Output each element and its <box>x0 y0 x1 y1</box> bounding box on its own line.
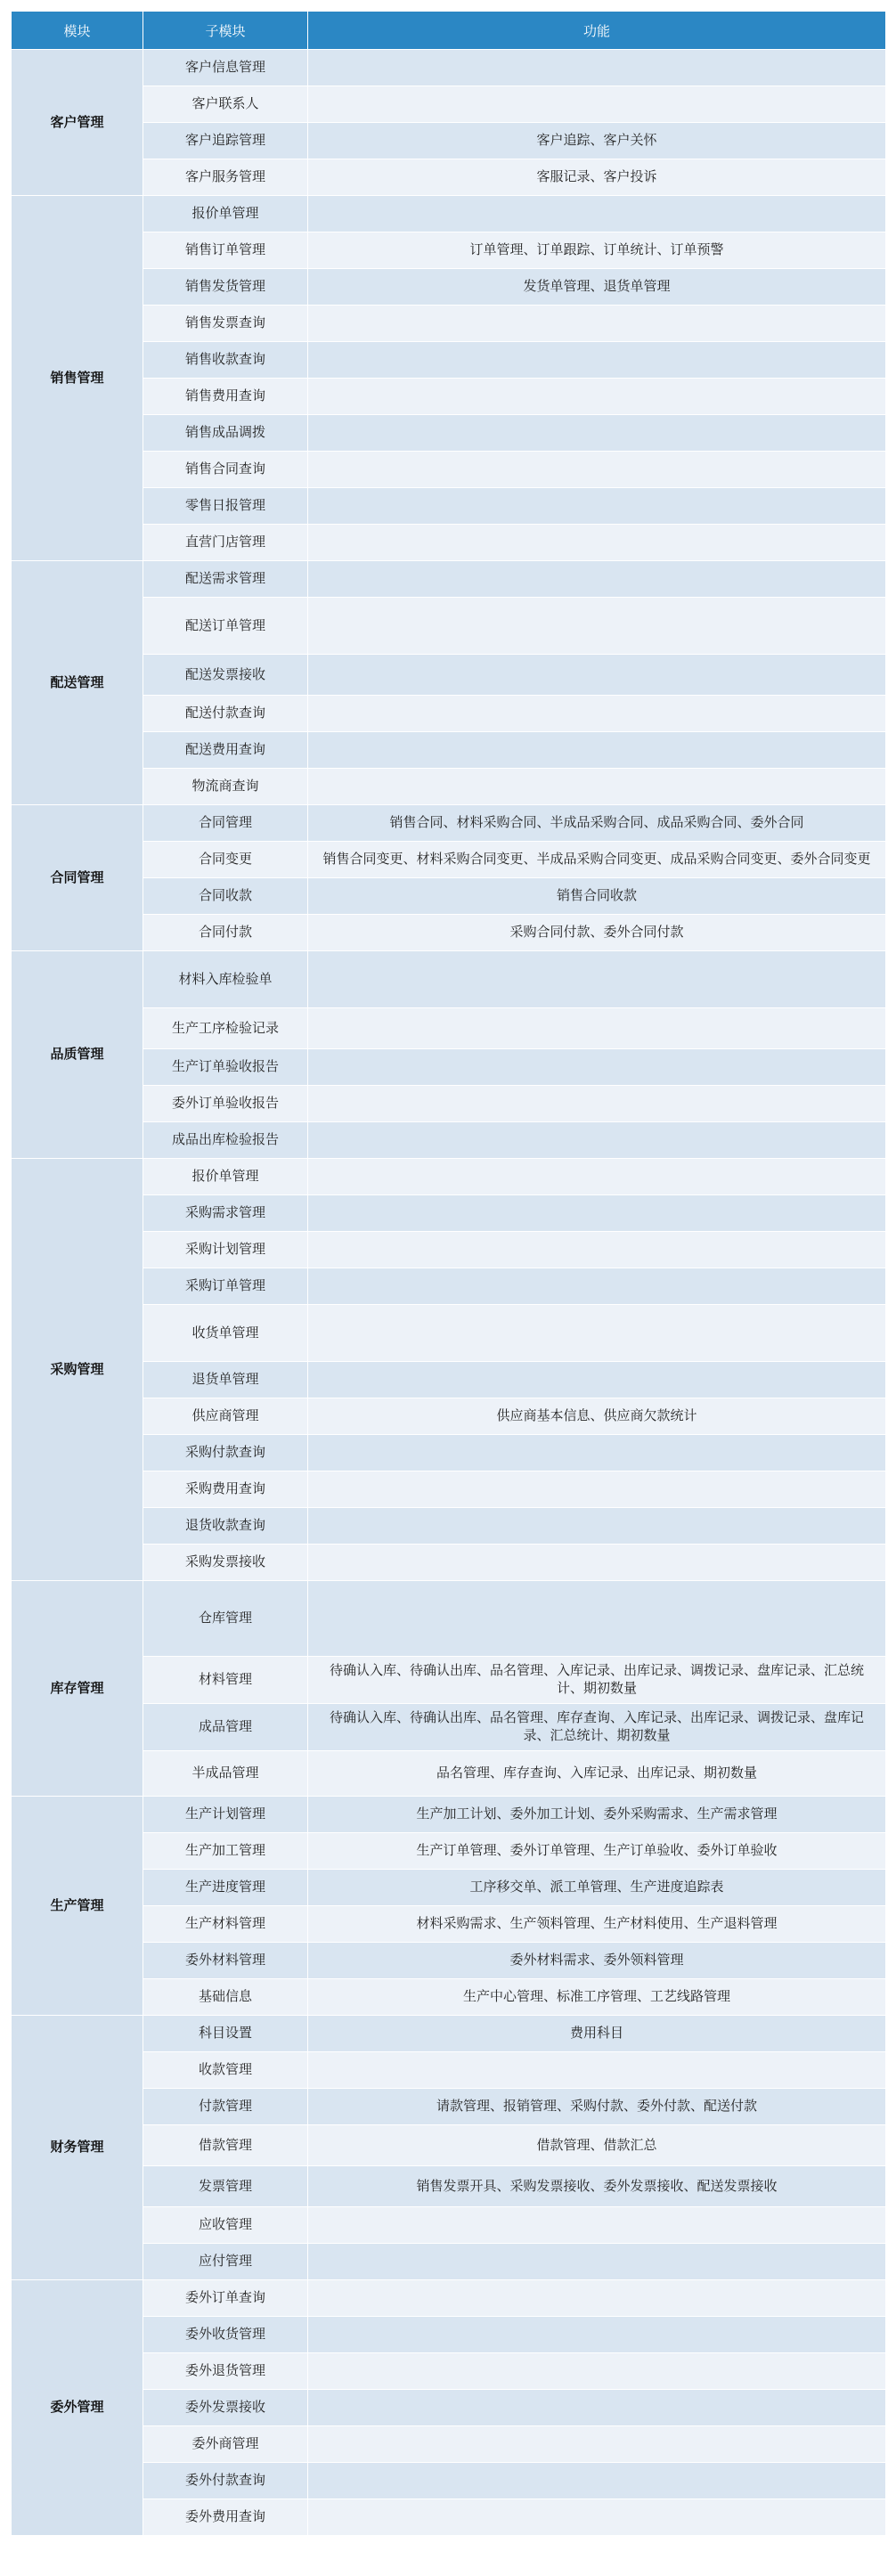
table-row <box>12 1797 886 1833</box>
table-row <box>12 1086 886 1122</box>
submodule-name: 生产计划管理 <box>143 1797 308 1833</box>
function-list <box>308 1435 886 1471</box>
submodule-name: 收货单管理 <box>143 1305 308 1362</box>
submodule-name: 委外收货管理 <box>143 2317 308 2353</box>
function-list <box>308 379 886 415</box>
submodule-name: 半成品管理 <box>143 1751 308 1797</box>
table-row <box>12 2125 886 2166</box>
table-row <box>12 488 886 525</box>
table-row <box>12 1751 886 1797</box>
function-list: 生产订单管理、委外订单管理、生产订单验收、委外订单验收 <box>308 1833 886 1870</box>
submodule-name: 委外退货管理 <box>143 2353 308 2390</box>
submodule-name: 零售日报管理 <box>143 488 308 525</box>
function-list <box>308 2353 886 2390</box>
table-row <box>12 696 886 732</box>
submodule-name: 客户联系人 <box>143 86 308 123</box>
table-row <box>12 915 886 951</box>
table-row <box>12 2317 886 2353</box>
module-name: 生产管理 <box>12 1797 143 2016</box>
table-row <box>12 1943 886 1979</box>
function-list <box>308 1086 886 1122</box>
submodule-name: 材料入库检验单 <box>143 951 308 1008</box>
submodule-name: 合同付款 <box>143 915 308 951</box>
table-row <box>12 1122 886 1159</box>
table-row <box>12 452 886 488</box>
function-list <box>308 1545 886 1581</box>
submodule-name: 销售发票查询 <box>143 306 308 342</box>
table-row <box>12 232 886 269</box>
function-list <box>308 1195 886 1232</box>
function-list <box>308 306 886 342</box>
function-list <box>308 1305 886 1362</box>
submodule-name: 生产加工管理 <box>143 1833 308 1870</box>
table-row <box>12 306 886 342</box>
table-row <box>12 379 886 415</box>
table-row <box>12 1508 886 1545</box>
module-name: 委外管理 <box>12 2280 143 2536</box>
submodule-name: 科目设置 <box>143 2016 308 2052</box>
function-list <box>308 2207 886 2244</box>
submodule-name: 配送订单管理 <box>143 598 308 655</box>
submodule-name: 应付管理 <box>143 2244 308 2280</box>
header-function: 功能 <box>308 12 886 50</box>
module-name: 库存管理 <box>12 1581 143 1797</box>
module-name: 销售管理 <box>12 196 143 561</box>
submodule-name: 报价单管理 <box>143 1159 308 1195</box>
table-row <box>12 769 886 805</box>
submodule-name: 采购发票接收 <box>143 1545 308 1581</box>
table-row <box>12 1704 886 1751</box>
table-row <box>12 1398 886 1435</box>
table-row <box>12 86 886 123</box>
function-list <box>308 196 886 232</box>
submodule-name: 客户信息管理 <box>143 50 308 86</box>
submodule-name: 委外发票接收 <box>143 2390 308 2426</box>
function-list: 供应商基本信息、供应商欠款统计 <box>308 1398 886 1435</box>
function-list <box>308 2317 886 2353</box>
submodule-name: 材料管理 <box>143 1657 308 1704</box>
submodule-name: 委外材料管理 <box>143 1943 308 1979</box>
table-row <box>12 342 886 379</box>
submodule-name: 委外付款查询 <box>143 2463 308 2499</box>
submodule-name: 应收管理 <box>143 2207 308 2244</box>
function-list: 采购合同付款、委外合同付款 <box>308 915 886 951</box>
function-list <box>308 1581 886 1657</box>
table-row <box>12 1545 886 1581</box>
table-row <box>12 2463 886 2499</box>
table-row <box>12 1657 886 1704</box>
table-row <box>12 1471 886 1508</box>
submodule-name: 配送费用查询 <box>143 732 308 769</box>
submodule-name: 客户追踪管理 <box>143 123 308 159</box>
function-list: 生产加工计划、委外加工计划、委外采购需求、生产需求管理 <box>308 1797 886 1833</box>
table-row <box>12 2353 886 2390</box>
table-row <box>12 269 886 306</box>
table-row <box>12 1008 886 1049</box>
function-list <box>308 1268 886 1305</box>
function-list <box>308 1049 886 1086</box>
submodule-name: 收款管理 <box>143 2052 308 2089</box>
submodule-name: 供应商管理 <box>143 1398 308 1435</box>
submodule-name: 生产订单验收报告 <box>143 1049 308 1086</box>
header-row <box>12 12 886 50</box>
table-row <box>12 1906 886 1943</box>
submodule-name: 采购计划管理 <box>143 1232 308 1268</box>
table-row <box>12 2499 886 2536</box>
function-list <box>308 1159 886 1195</box>
submodule-name: 销售费用查询 <box>143 379 308 415</box>
function-list <box>308 1471 886 1508</box>
table-row <box>12 655 886 696</box>
table-row <box>12 2280 886 2317</box>
table-row <box>12 2390 886 2426</box>
submodule-name: 采购需求管理 <box>143 1195 308 1232</box>
submodule-name: 生产工序检验记录 <box>143 1008 308 1049</box>
header-submodule: 子模块 <box>143 12 308 50</box>
table-row <box>12 1870 886 1906</box>
module-name: 品质管理 <box>12 951 143 1159</box>
table-row <box>12 732 886 769</box>
function-list <box>308 488 886 525</box>
submodule-name: 生产材料管理 <box>143 1906 308 1943</box>
table-row <box>12 2426 886 2463</box>
function-list: 销售合同变更、材料采购合同变更、半成品采购合同变更、成品采购合同变更、委外合同变更 <box>308 842 886 878</box>
table-body <box>12 50 886 2536</box>
table-row <box>12 2166 886 2207</box>
table-row <box>12 415 886 452</box>
table-row <box>12 1305 886 1362</box>
submodule-name: 退货单管理 <box>143 1362 308 1398</box>
function-list <box>308 598 886 655</box>
table-row <box>12 1979 886 2016</box>
table-row <box>12 525 886 561</box>
table-row <box>12 842 886 878</box>
table-row <box>12 50 886 86</box>
submodule-name: 委外商管理 <box>143 2426 308 2463</box>
submodule-name: 成品出库检验报告 <box>143 1122 308 1159</box>
table-row <box>12 1049 886 1086</box>
table-row <box>12 2016 886 2052</box>
function-list: 销售合同收款 <box>308 878 886 915</box>
function-list: 销售合同、材料采购合同、半成品采购合同、成品采购合同、委外合同 <box>308 805 886 842</box>
function-list <box>308 452 886 488</box>
function-list: 订单管理、订单跟踪、订单统计、订单预警 <box>308 232 886 269</box>
table-row <box>12 2052 886 2089</box>
table-row <box>12 123 886 159</box>
submodule-name: 委外订单查询 <box>143 2280 308 2317</box>
submodule-name: 报价单管理 <box>143 196 308 232</box>
submodule-name: 退货收款查询 <box>143 1508 308 1545</box>
function-list <box>308 1232 886 1268</box>
function-list <box>308 50 886 86</box>
submodule-name: 成品管理 <box>143 1704 308 1751</box>
submodule-name: 基础信息 <box>143 1979 308 2016</box>
table-row <box>12 196 886 232</box>
function-list: 客服记录、客户投诉 <box>308 159 886 196</box>
function-list <box>308 342 886 379</box>
submodule-name: 采购付款查询 <box>143 1435 308 1471</box>
table-row <box>12 1268 886 1305</box>
table-row <box>12 1581 886 1657</box>
function-list <box>308 1122 886 1159</box>
table-row <box>12 1159 886 1195</box>
function-list: 销售发票开具、采购发票接收、委外发票接收、配送发票接收 <box>308 2166 886 2207</box>
submodule-name: 生产进度管理 <box>143 1870 308 1906</box>
function-list <box>308 2052 886 2089</box>
table-row <box>12 805 886 842</box>
function-list: 请款管理、报销管理、采购付款、委外付款、配送付款 <box>308 2089 886 2125</box>
function-list: 品名管理、库存查询、入库记录、出库记录、期初数量 <box>308 1751 886 1797</box>
function-list <box>308 1508 886 1545</box>
function-list: 费用科目 <box>308 2016 886 2052</box>
module-name: 客户管理 <box>12 50 143 196</box>
function-list <box>308 2244 886 2280</box>
submodule-name: 合同收款 <box>143 878 308 915</box>
function-list: 待确认入库、待确认出库、品名管理、库存查询、入库记录、出库记录、调拨记录、盘库记录、汇总统计、期初数量 <box>308 1704 886 1751</box>
table-row <box>12 2244 886 2280</box>
submodule-name: 配送发票接收 <box>143 655 308 696</box>
submodule-name: 付款管理 <box>143 2089 308 2125</box>
function-list <box>308 1362 886 1398</box>
table-row <box>12 951 886 1008</box>
table-row <box>12 2089 886 2125</box>
table-row <box>12 561 886 598</box>
table-row <box>12 2207 886 2244</box>
table-row <box>12 878 886 915</box>
function-list: 工序移交单、派工单管理、生产进度追踪表 <box>308 1870 886 1906</box>
function-list <box>308 2499 886 2536</box>
table-row <box>12 1362 886 1398</box>
table-header <box>12 12 886 50</box>
submodule-name: 销售合同查询 <box>143 452 308 488</box>
function-list: 生产中心管理、标准工序管理、工艺线路管理 <box>308 1979 886 2016</box>
submodule-name: 仓库管理 <box>143 1581 308 1657</box>
header-module: 模块 <box>12 12 143 50</box>
function-list <box>308 561 886 598</box>
submodule-name: 配送付款查询 <box>143 696 308 732</box>
function-list <box>308 2426 886 2463</box>
module-function-table <box>11 11 886 2536</box>
function-list <box>308 2390 886 2426</box>
function-list: 发货单管理、退货单管理 <box>308 269 886 306</box>
submodule-name: 配送需求管理 <box>143 561 308 598</box>
table-row <box>12 159 886 196</box>
module-name: 配送管理 <box>12 561 143 805</box>
function-list <box>308 1008 886 1049</box>
table-row <box>12 1195 886 1232</box>
table-row <box>12 1435 886 1471</box>
function-list <box>308 2463 886 2499</box>
module-name: 财务管理 <box>12 2016 143 2280</box>
submodule-name: 合同管理 <box>143 805 308 842</box>
submodule-name: 客户服务管理 <box>143 159 308 196</box>
submodule-name: 销售收款查询 <box>143 342 308 379</box>
submodule-name: 销售成品调拨 <box>143 415 308 452</box>
function-list: 借款管理、借款汇总 <box>308 2125 886 2166</box>
submodule-name: 采购费用查询 <box>143 1471 308 1508</box>
function-list: 材料采购需求、生产领料管理、生产材料使用、生产退料管理 <box>308 1906 886 1943</box>
submodule-name: 委外费用查询 <box>143 2499 308 2536</box>
function-list <box>308 525 886 561</box>
submodule-name: 销售订单管理 <box>143 232 308 269</box>
function-list <box>308 951 886 1008</box>
table-row <box>12 598 886 655</box>
submodule-name: 委外订单验收报告 <box>143 1086 308 1122</box>
function-list <box>308 732 886 769</box>
module-name: 合同管理 <box>12 805 143 951</box>
function-list: 待确认入库、待确认出库、品名管理、入库记录、出库记录、调拨记录、盘库记录、汇总统计、期初数量 <box>308 1657 886 1704</box>
submodule-name: 物流商查询 <box>143 769 308 805</box>
submodule-name: 采购订单管理 <box>143 1268 308 1305</box>
function-list <box>308 769 886 805</box>
function-list: 客户追踪、客户关怀 <box>308 123 886 159</box>
submodule-name: 借款管理 <box>143 2125 308 2166</box>
function-list <box>308 696 886 732</box>
table-row <box>12 1833 886 1870</box>
submodule-name: 销售发货管理 <box>143 269 308 306</box>
function-list <box>308 655 886 696</box>
submodule-name: 合同变更 <box>143 842 308 878</box>
function-list <box>308 86 886 123</box>
submodule-name: 直营门店管理 <box>143 525 308 561</box>
table-row <box>12 1232 886 1268</box>
function-list <box>308 415 886 452</box>
module-name: 采购管理 <box>12 1159 143 1581</box>
function-list <box>308 2280 886 2317</box>
function-list: 委外材料需求、委外领料管理 <box>308 1943 886 1979</box>
submodule-name: 发票管理 <box>143 2166 308 2207</box>
